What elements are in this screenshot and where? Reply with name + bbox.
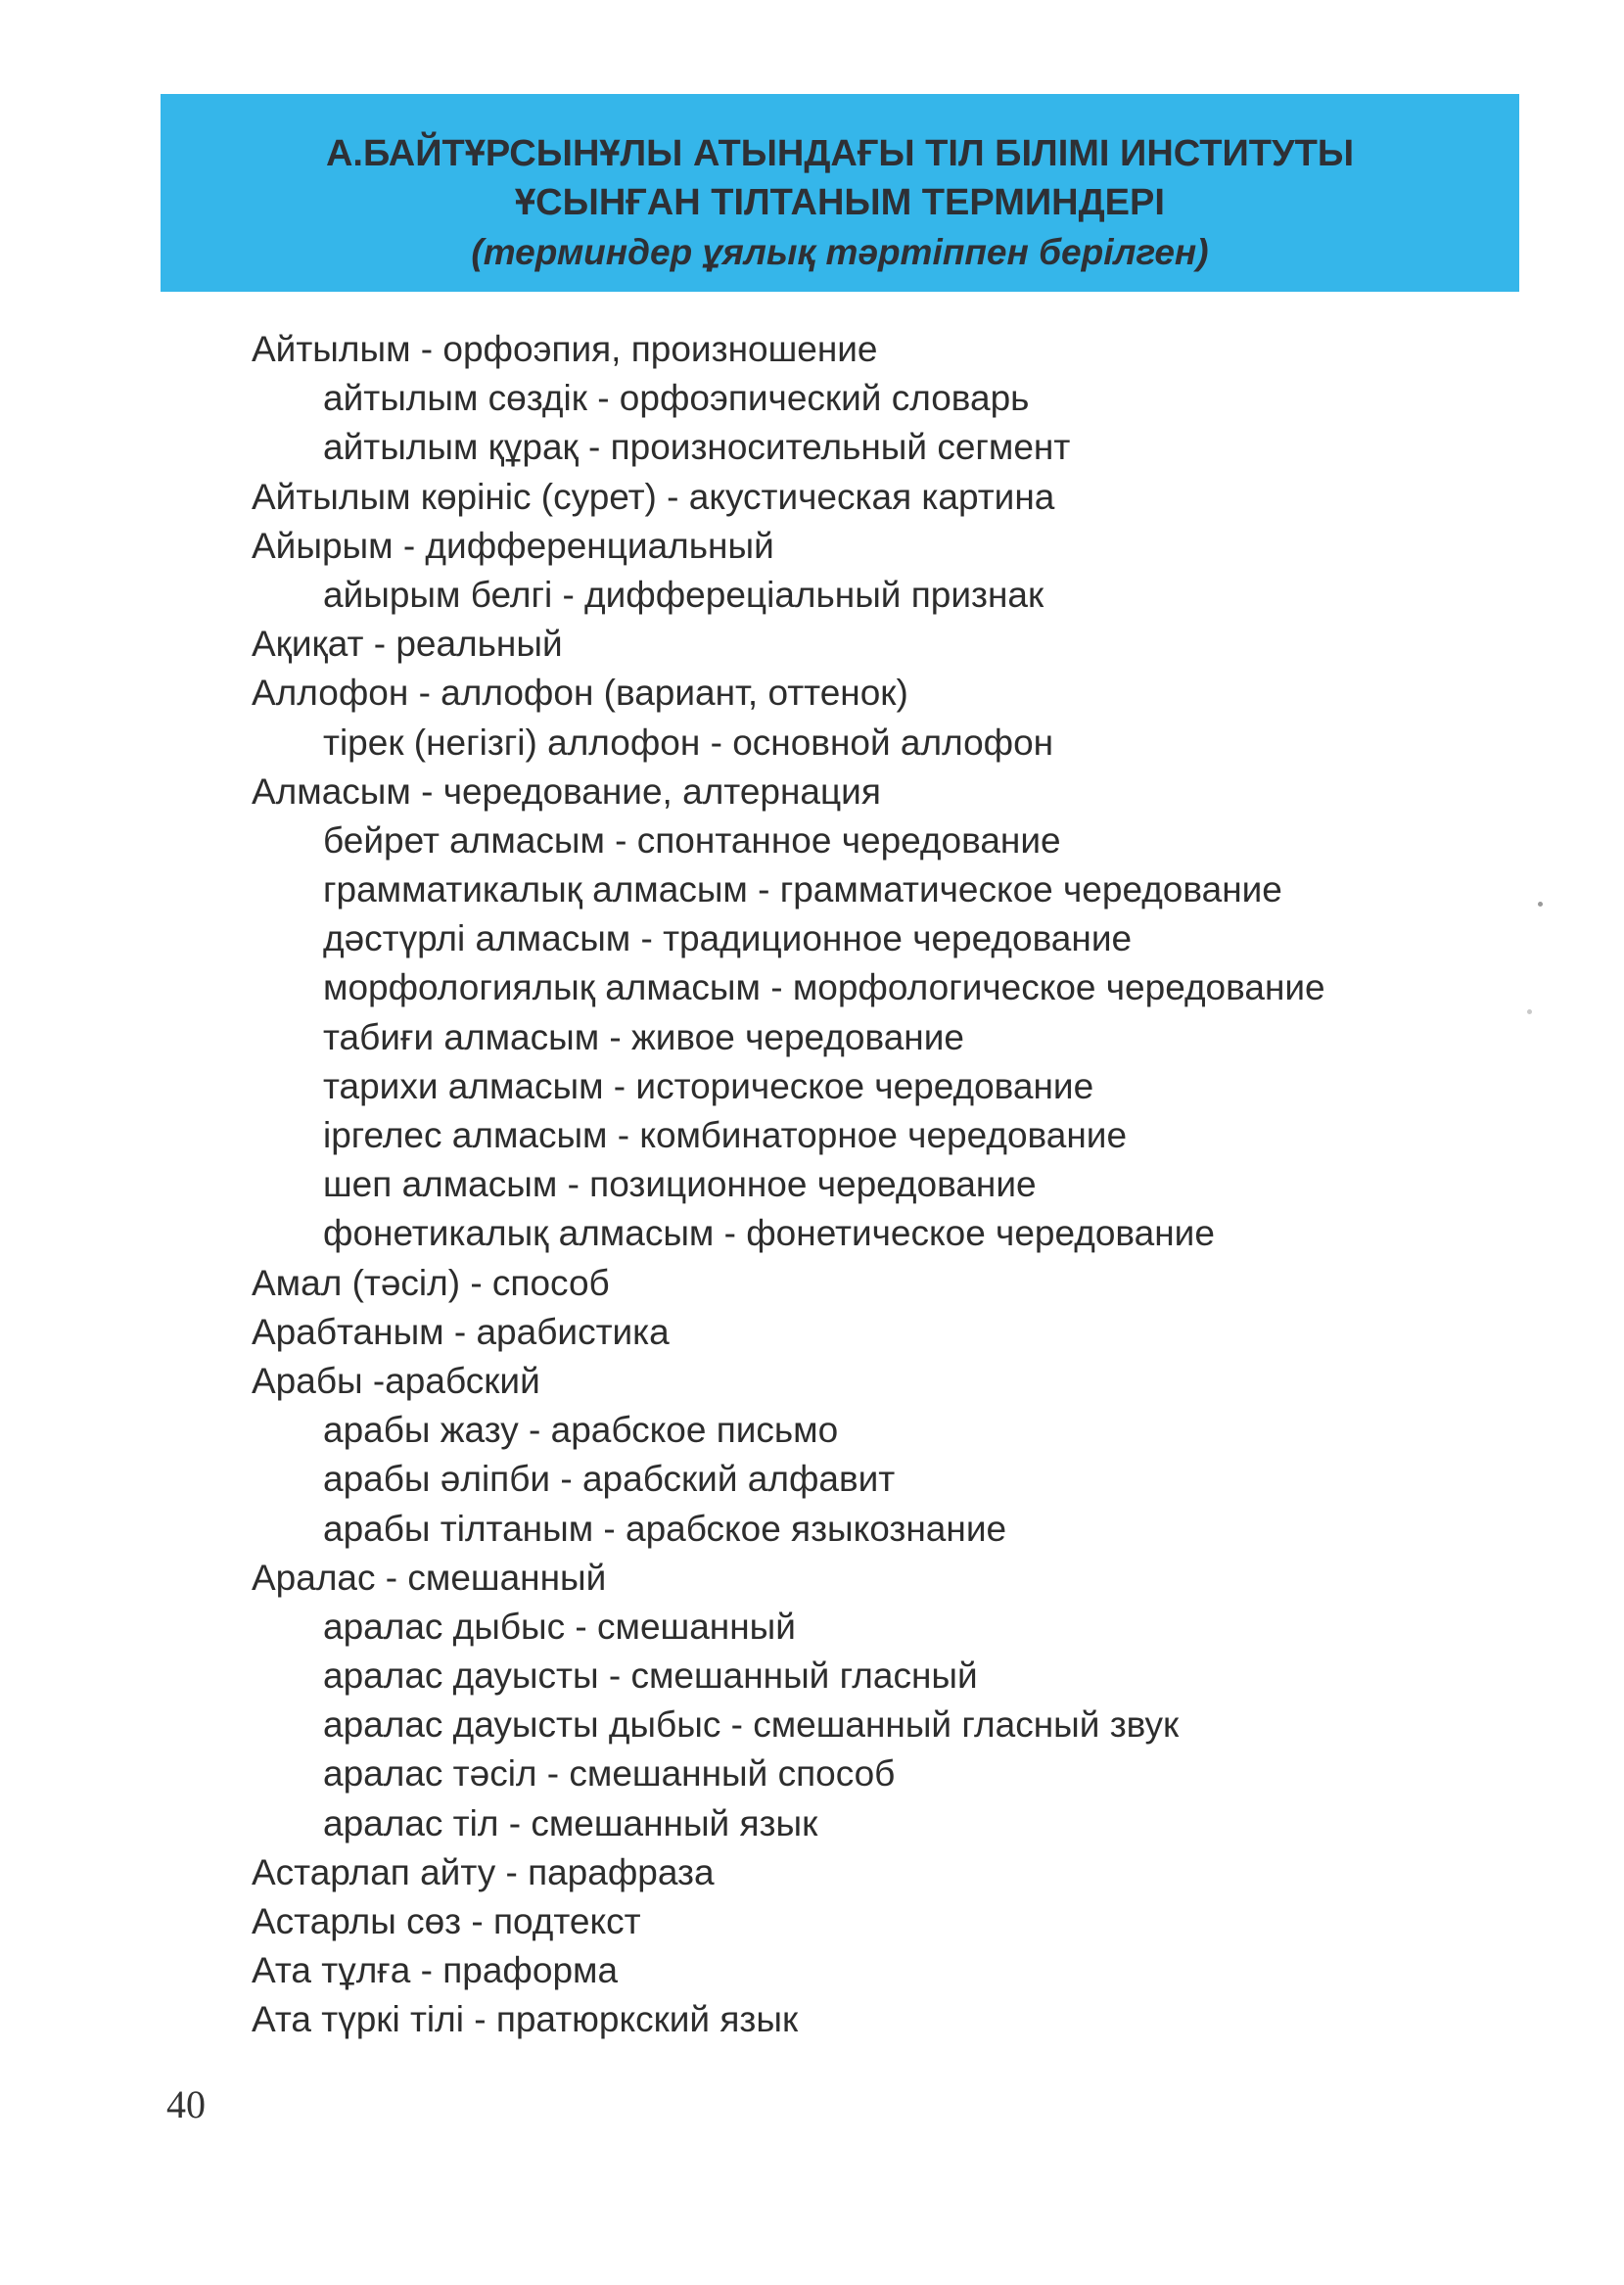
subterm-entry: арабы жазу - арабское письмо xyxy=(323,1410,839,1451)
term-entry: Ақиқат - реальный xyxy=(252,624,563,665)
header-title-line-2: ҰСЫНҒАН ТІЛТАНЫМ ТЕРМИНДЕРІ xyxy=(515,182,1165,223)
term-entry: Айтылым - орфоэпия, произношение xyxy=(252,329,878,369)
subterm-entry: шеп алмасым - позиционное чередование xyxy=(323,1164,1037,1205)
term-entry: Арабтаным - арабистика xyxy=(252,1311,670,1352)
subterm-entry: грамматикалық алмасым - грамматическое чередование xyxy=(323,869,1282,910)
term-entry: Амал (тәсіл) - способ xyxy=(252,1262,610,1303)
term-entry: Ата түркі тілі - пратюркский язык xyxy=(252,1999,799,2040)
subterm-entry: аралас дауысты дыбыс - смешанный гласный звук xyxy=(323,1704,1180,1746)
subterm-entry: іргелес алмасым - комбинаторное чередование xyxy=(323,1115,1128,1155)
term-entry: Астарлы сөз - подтекст xyxy=(252,1901,641,1941)
header-banner xyxy=(161,94,1519,292)
header-subtitle: (терминдер ұялық тәртіппен берілген) xyxy=(471,232,1209,272)
subterm-entry: айырым белгі - диффереціальный признак xyxy=(323,574,1044,615)
page-number: 40 xyxy=(166,2082,206,2126)
subterm-entry: айтылым құрақ - произносительный сегмент xyxy=(323,427,1071,468)
subterm-entry: бейрет алмасым - спонтанное чередование xyxy=(323,819,1061,861)
subterm-entry: аралас дыбыс - смешанный xyxy=(323,1606,796,1647)
subterm-entry: фонетикалық алмасым - фонетическое чередование xyxy=(323,1213,1215,1254)
scan-speck xyxy=(1527,1009,1532,1014)
scan-speck xyxy=(1538,902,1543,907)
term-entry: Ата тұлға - праформа xyxy=(252,1950,619,1991)
term-entry: Аралас - смешанный xyxy=(252,1557,607,1598)
subterm-entry: дәстүрлі алмасым - традиционное чередование xyxy=(323,918,1133,959)
subterm-entry: морфологиялық алмасым - морфологическое чередование xyxy=(323,967,1325,1008)
header-title-line-1: А.БАЙТҰРСЫНҰЛЫ АТЫНДАҒЫ ТІЛ БІЛІМІ ИНСТИТУТЫ xyxy=(325,133,1355,174)
subterm-entry: арабы әліпби - арабский алфавит xyxy=(323,1459,896,1500)
term-entry: Арабы -арабский xyxy=(252,1360,540,1401)
subterm-entry: тарихи алмасым - историческое чередование xyxy=(323,1065,1094,1106)
subterm-entry: аралас тәсіл - смешанный способ xyxy=(323,1753,896,1795)
subterm-entry: тірек (негізгі) аллофон - основной аллофон xyxy=(323,722,1054,763)
term-entry: Алмасым - чередование, алтернация xyxy=(252,770,881,812)
subterm-entry: арабы тілтаным - арабское языкознание xyxy=(323,1508,1007,1549)
term-entry: Айырым - дифференциальный xyxy=(252,525,774,566)
term-entry: Аллофон - аллофон (вариант, оттенок) xyxy=(252,673,908,714)
term-list xyxy=(0,325,1624,2045)
subterm-entry: айтылым сөздік - орфоэпический словарь xyxy=(323,378,1030,419)
term-entry: Астарлап айту - парафраза xyxy=(252,1851,715,1892)
term-entry: Айтылым көрініс (сурет) - акустическая картина xyxy=(252,476,1055,517)
subterm-entry: аралас дауысты - смешанный гласный xyxy=(323,1655,978,1697)
subterm-entry: аралас тіл - смешанный язык xyxy=(323,1802,818,1843)
subterm-entry: табиғи алмасым - живое чередование xyxy=(323,1016,964,1057)
